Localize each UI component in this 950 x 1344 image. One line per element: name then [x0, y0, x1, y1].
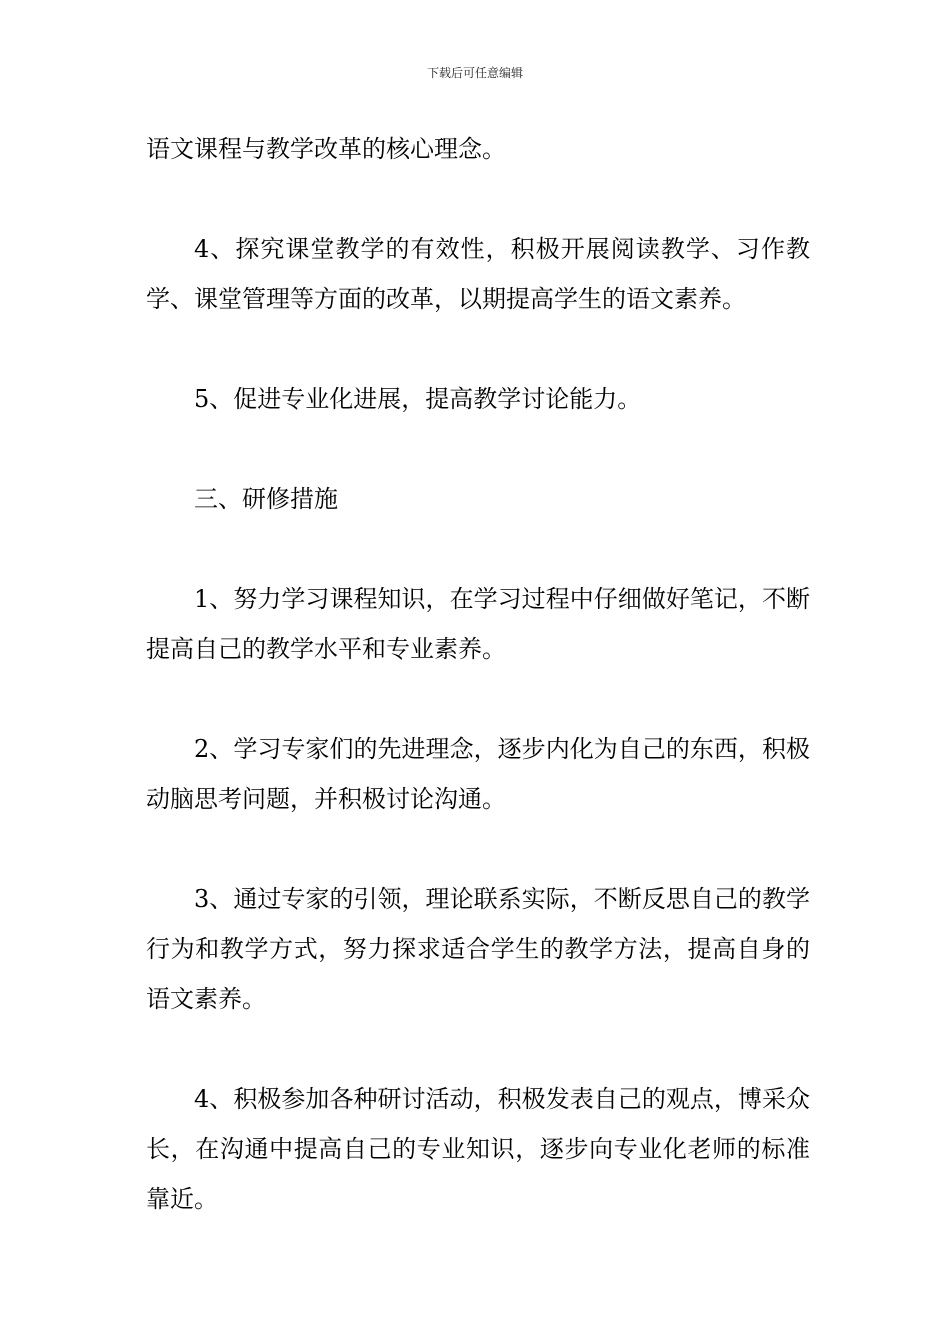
paragraph-measure-3: 3、通过专家的引领，理论联系实际，不断反思自己的教学行为和教学方式，努力探求适合学生的教学方法，提高自身的语文素养。: [146, 885, 810, 1013]
paragraph-measure-2: 2、学习专家们的先进理念，逐步内化为自己的东西，积极动脑思考问题，并积极讨论沟通。: [146, 735, 810, 813]
paragraph-measure-1: 1、努力学习课程知识，在学习过程中仔细做好笔记，不断提高自己的教学水平和专业素养。: [146, 585, 810, 663]
section-heading-measures: 三、研修措施: [194, 485, 338, 513]
document-body: [146, 124, 810, 1274]
paragraph-item-4-effectiveness: 4、探究课堂教学的有效性，积极开展阅读教学、习作教学、课堂管理等方面的改革，以期提高学生的语文素养。: [146, 235, 810, 313]
paragraph-measure-4: 4、积极参加各种研讨活动，积极发表自己的观点，博采众长，在沟通中提高自己的专业知识，逐步向专业化老师的标准靠近。: [146, 1085, 810, 1213]
paragraph-item-5-professional: 5、促进专业化进展，提高教学讨论能力。: [194, 385, 642, 413]
page-header-note: 下载后可任意编辑: [426, 66, 523, 80]
paragraph-continuation: 语文课程与教学改革的核心理念。: [146, 135, 506, 163]
